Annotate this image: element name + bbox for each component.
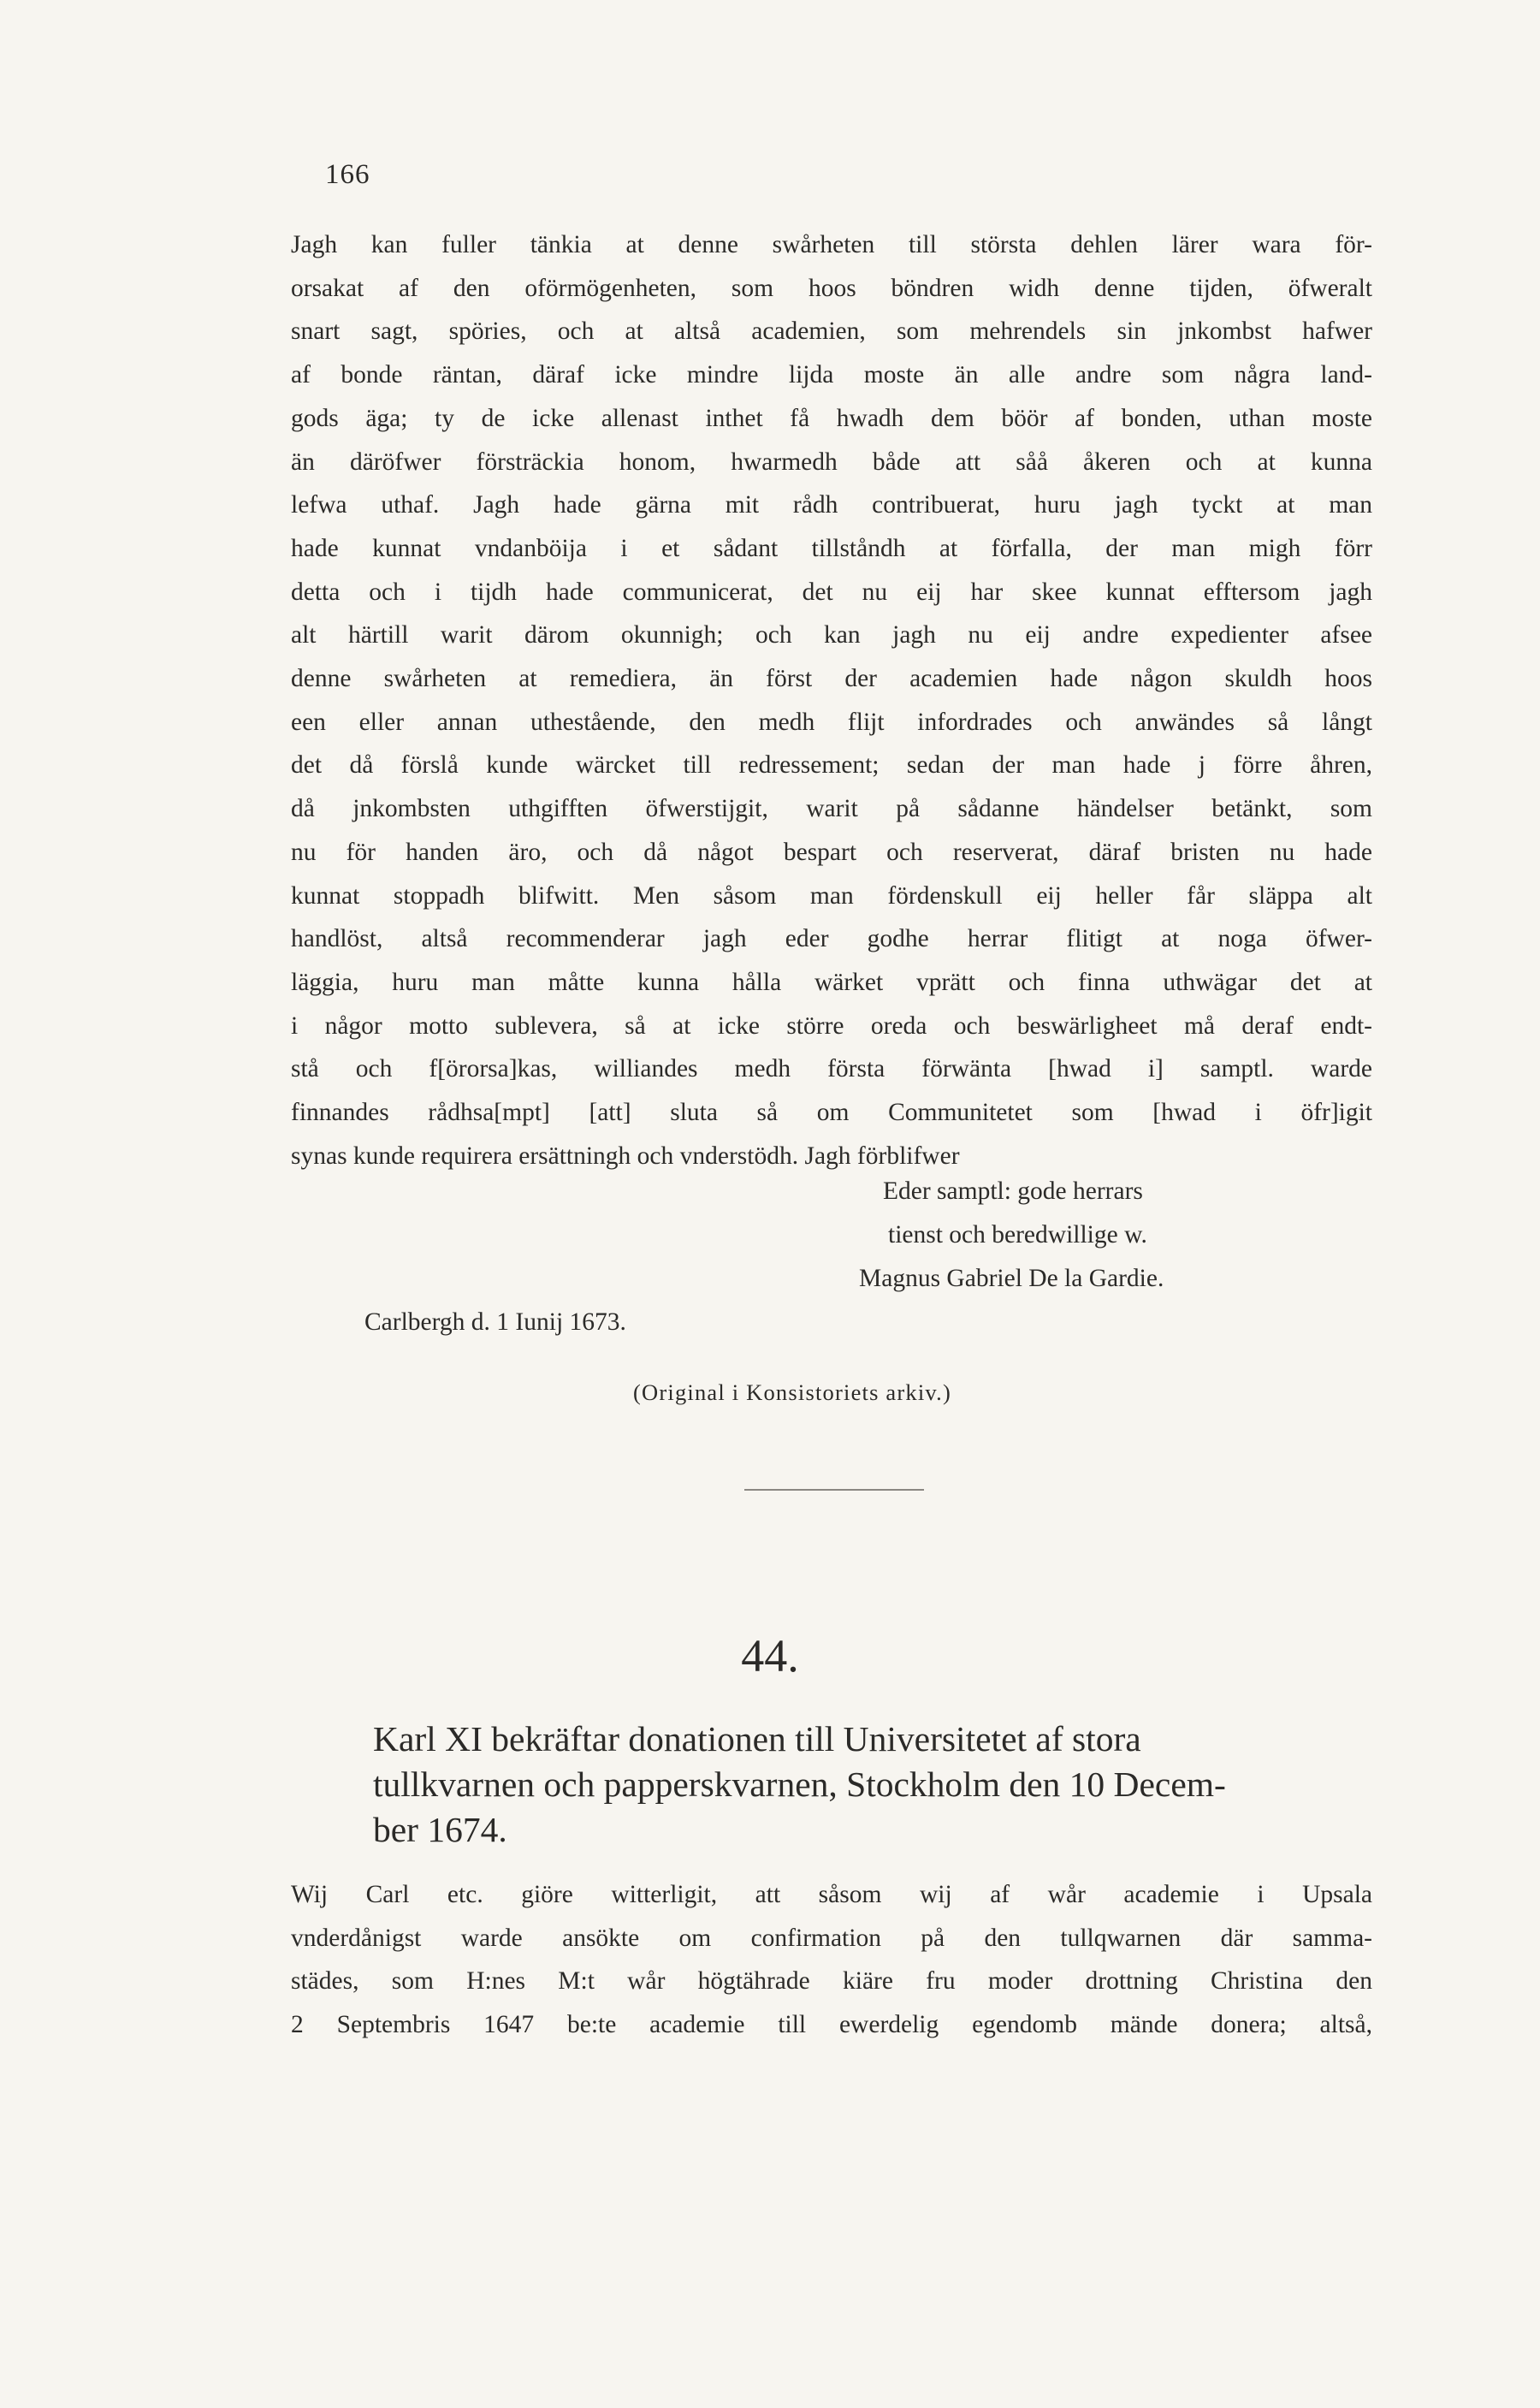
document-number: 44. xyxy=(741,1630,799,1681)
text-line: städes, som H:nes M:t wår högtährade kiäre fru moder drottning Christina den xyxy=(291,1967,1372,1996)
title-line: ber 1674. xyxy=(373,1810,507,1849)
text-line: finnandes rådhsa[mpt] [att] sluta så om Communitetet som [hwad i öfr]igit xyxy=(291,1099,1372,1127)
text-line: Wij Carl etc. giöre witterligit, att såsom wij af wår academie i Upsala xyxy=(291,1881,1372,1908)
source-note: (Original i Konsistoriets arkiv.) xyxy=(633,1379,952,1405)
closing-line-2: tienst och beredwillige w. xyxy=(888,1221,1147,1248)
page-number: 166 xyxy=(325,159,370,190)
text-line: een eller annan uthestående, den medh flijt infordrades och anwändes så långt xyxy=(291,708,1372,736)
closing-line-1: Eder samptl: gode herrars xyxy=(883,1177,1143,1205)
text-line: snart sagt, spöries, och at altså academien, som mehrendels sin jnkombst hafwer xyxy=(291,317,1372,346)
title-line: tullkvarnen och papperskvarnen, Stockholm den 10 Decem- xyxy=(373,1764,1226,1804)
text-line: stå och f[örorsa]kas, williandes medh första förwänta [hwad i] samptl. warde xyxy=(291,1055,1372,1083)
text-line: alt härtill warit därom okunnigh; och kan jagh nu eij andre expedienter afsee xyxy=(291,621,1372,649)
text-line: detta och i tijdh hade communicerat, det nu eij har skee kunnat efftersom jagh xyxy=(291,578,1372,606)
text-line: vnderdånigst warde ansökte om confirmation på den tullqwarnen där samma- xyxy=(291,1924,1372,1952)
text-line: läggia, huru man måtte kunna hålla wärket vprätt och finna uthwägar det at xyxy=(291,968,1372,996)
text-line: i någor motto sublevera, så at icke större oreda och beswärligheet må deraf endt- xyxy=(291,1011,1372,1040)
place-date: Carlbergh d. 1 Iunij 1673. xyxy=(364,1308,626,1336)
section-divider xyxy=(744,1489,924,1491)
text-line: än däröfwer försträckia honom, hwarmedh både att såå åkeren och at kunna xyxy=(291,448,1372,476)
text-line: då jnkombsten uthgifften öfwerstijgit, warit på sådanne händelser betänkt, som xyxy=(291,795,1372,823)
text-line: af bonde räntan, däraf icke mindre lijda moste än alle andre som några land- xyxy=(291,361,1372,389)
signature: Magnus Gabriel De la Gardie. xyxy=(859,1265,1164,1292)
text-line: denne swårheten at remediera, än först der academien hade någon skuldh hoos xyxy=(291,665,1372,693)
text-line: det då förslå kunde wärcket till redressement; sedan der man hade j förre åhren, xyxy=(291,751,1372,780)
title-line: Karl XI bekräftar donationen till Universitetet af stora xyxy=(373,1719,1141,1759)
text-line: synas kunde requirera ersättningh och vnderstödh. Jagh förblifwer xyxy=(291,1142,960,1170)
letter-body xyxy=(291,223,1372,1177)
text-line: nu för handen äro, och då något bespart och reserverat, däraf bristen nu hade xyxy=(291,838,1372,866)
text-line: gods äga; ty de icke allenast inthet få hwadh dem böör af bonden, uthan moste xyxy=(291,404,1372,432)
text-line: hade kunnat vndanböija i et sådant tillståndh at förfalla, der man migh förr xyxy=(291,534,1372,562)
document-title xyxy=(373,1717,1372,1853)
text-line: kunnat stoppadh blifwitt. Men såsom man fördenskull eij heller får släppa alt xyxy=(291,881,1372,910)
document-body xyxy=(291,1873,1372,2047)
text-line: lefwa uthaf. Jagh hade gärna mit rådh contribuerat, huru jagh tyckt at man xyxy=(291,491,1372,519)
text-line: 2 Septembris 1647 be:te academie till ewerdelig egendomb mände donera; altså, xyxy=(291,2011,1372,2039)
text-line: orsakat af den oförmögenheten, som hoos böndren widh denne tijden, öfweralt xyxy=(291,274,1372,302)
text-line: Jagh kan fuller tänkia at denne swårheten till största dehlen lärer wara för- xyxy=(291,231,1372,258)
text-line: handlöst, altså recommenderar jagh eder godhe herrar flitigt at noga öfwer- xyxy=(291,925,1372,953)
